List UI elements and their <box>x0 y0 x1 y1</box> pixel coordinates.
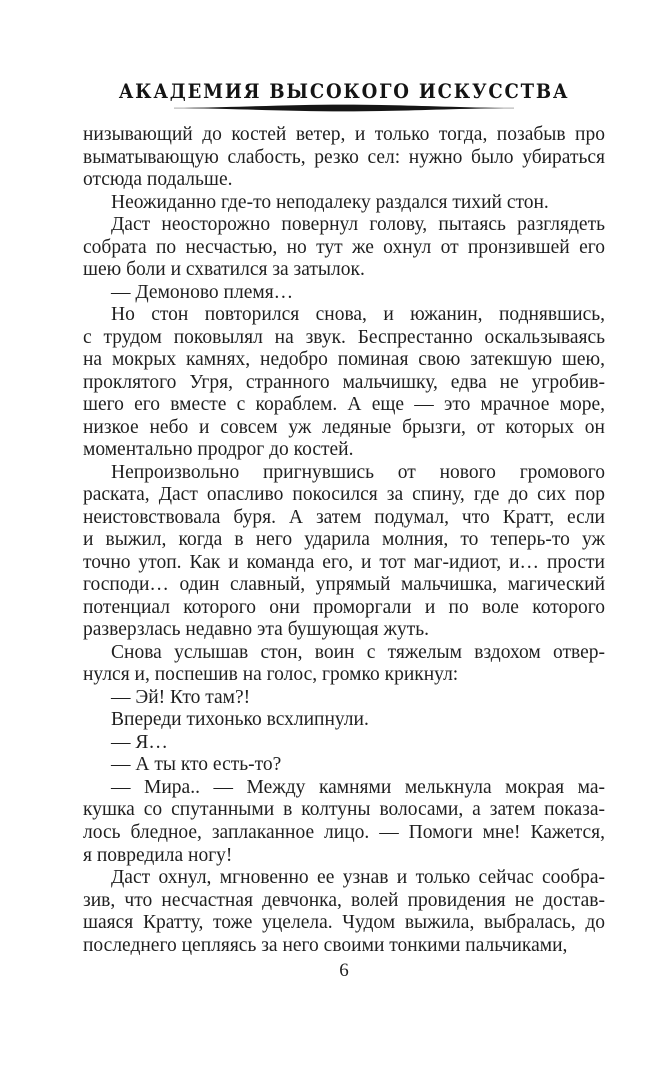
page-footer <box>83 960 605 982</box>
text-line: раската, Даст опасливо покосился за спину, где до сих пор <box>83 484 605 506</box>
text-line: — Я… <box>111 731 168 753</box>
text-line: Даст охнул, мгновенно ее узнав и только сейчас сообра- <box>111 867 605 889</box>
text-line: Непроизвольно пригнувшись от нового громового <box>111 461 605 483</box>
text-line: — А ты кто есть-то? <box>111 754 282 776</box>
text-line: точно утоп. Как и команда его, и тот маг-идиот, и… прости <box>83 551 605 573</box>
text-line: кушка со спутанными в колтуны волосами, а затем показа- <box>83 799 605 821</box>
text-line: Неожиданно где-то неподалеку раздался тихий стон. <box>111 191 549 213</box>
text-line: — Мира.. — Между камнями мелькнула мокрая ма- <box>111 776 605 798</box>
text-line: нулся и, поспешив на голос, громко крикнул: <box>83 664 459 686</box>
chapter-running-head: АКАДЕМИЯ ВЫСОКОГО ИСКУССТВА <box>118 79 570 103</box>
text-line: неистовствовала буря. А затем подумал, что Кратт, если <box>83 506 605 528</box>
text-line: Снова услышав стон, воин с тяжелым вздохом отвер- <box>111 641 605 663</box>
page-header <box>83 80 605 113</box>
text-line: низывающий до костей ветер, и только тогда, позабыв про <box>83 124 605 145</box>
text-line: шею боли и схватился за затылок. <box>83 259 365 281</box>
text-line: лось бледное, заплаканное лицо. — Помоги мне! Кажется, <box>83 821 605 843</box>
body-text <box>83 124 605 957</box>
header-divider-ornament <box>83 103 605 113</box>
text-line: Но стон повторился снова, и южанин, поднявшись, <box>111 304 605 326</box>
text-line: последнего цепляясь за него своими тонкими пальчиками, <box>83 934 568 956</box>
text-line: потенциал которого они проморгали и по воле которого <box>83 596 605 618</box>
text-line: собрата по несчастью, но тут же охнул от пронзившей его <box>83 236 605 258</box>
text-line: выматывающую слабость, резко сел: нужно было убираться <box>83 146 605 168</box>
text-line: я повредила ногу! <box>83 844 233 866</box>
text-line: моментально продрог до костей. <box>83 439 354 461</box>
text-line: на мокрых камнях, недобро поминая свою затекшую шею, <box>83 349 605 371</box>
text-line: — Демоново племя… <box>111 281 294 303</box>
text-line: — Эй! Кто там?! <box>111 686 251 708</box>
text-line: господи… один славный, упрямый мальчишка, магический <box>83 574 605 596</box>
text-line: отсюда подальше. <box>83 169 233 191</box>
text-line: с трудом поковылял на звук. Беспрестанно оскальзываясь <box>83 326 605 348</box>
text-line: зив, что несчастная девчонка, волей провидения не достав- <box>83 889 605 911</box>
text-line: и выжил, когда в него ударила молния, то теперь-то уж <box>83 529 605 551</box>
text-line: проклятого Угря, странного мальчишку, едва не угробив- <box>83 371 605 393</box>
page-number: 6 <box>339 960 349 981</box>
text-line: шаяся Кратту, тоже уцелела. Чудом выжила, выбралась, до <box>83 912 605 934</box>
text-line: Даст неосторожно повернул голову, пытаясь разглядеть <box>111 214 605 236</box>
text-line: низкое небо и совсем уж ледяные брызги, от которых он <box>83 416 605 438</box>
text-line: разверзлась недавно эта бушующая жуть. <box>83 619 429 641</box>
text-line: Впереди тихонько всхлипнули. <box>111 709 369 731</box>
text-line: шего его вместе с кораблем. А еще — это мрачное море, <box>83 394 605 416</box>
